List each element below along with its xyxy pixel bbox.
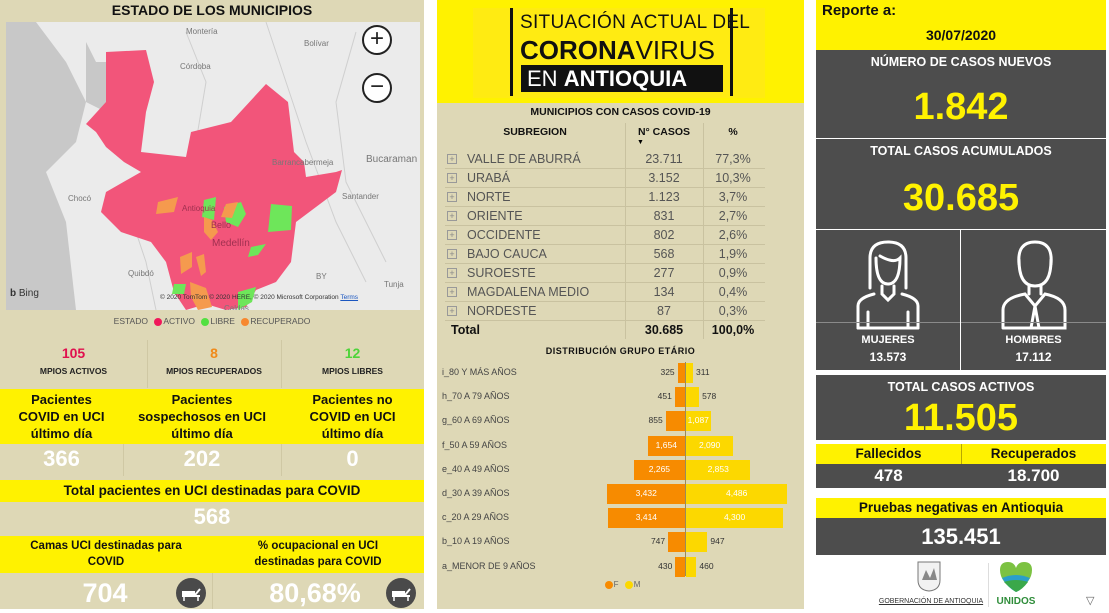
unidos-heart-icon [998,560,1034,594]
label-line: último día [171,426,233,441]
banner-corona: CORONA [520,35,636,65]
row-pct: 77,3% [715,152,751,166]
label-line: Camas UCI destinadas para [30,540,182,552]
map-label-antioquia: Antioquia [182,204,216,213]
female-bar[interactable] [666,411,685,431]
mpios-libres-card [281,340,424,388]
map-label-barrancabermeja: Barrancabermeja [272,158,334,167]
age-group-label: b_10 A 19 AÑOS [442,536,510,547]
table-total-row [445,321,765,340]
male-value: 578 [702,391,717,402]
row-cases: 568 [653,247,675,261]
col-casos[interactable]: N° CASOS [637,126,691,138]
female-value: 451 [657,391,672,402]
label-line: COVID [87,556,125,568]
pyramid-row [437,361,804,385]
copyright-text: © 2020 TomTom © 2020 HERE, © 2020 Microsoft Corporation [160,294,339,301]
female-value: 747 [650,536,666,547]
casos-activos-value: 11.505 [903,397,1019,439]
divider [212,573,213,609]
legend-libre: LIBRE [210,316,235,326]
label-line: COVID en UCI [309,409,396,424]
row-pct: 0,9% [718,266,748,280]
label-line: % ocupacional en UCI [257,540,379,552]
municipios-map[interactable] [6,22,420,310]
zoom-out-button[interactable]: − [362,73,392,103]
row-name: ORIENTE [467,209,523,223]
col-subregion[interactable]: SUBREGION [503,126,567,138]
fallecidos-value: 478 [874,466,903,485]
terms-link[interactable]: Terms [340,294,359,301]
row-cases: 23.711 [645,152,683,166]
uci-sospechosos-label [123,391,281,442]
label-line: destinadas para COVID [254,556,382,568]
banner-line3 [521,65,723,92]
mujeres-card [816,230,960,370]
mpios-libres-value: 12 [344,345,361,361]
male-value: 4,486 [726,488,748,498]
pyramid-legend [437,580,804,589]
pyramid-row [437,530,804,554]
label-line: último día [30,426,93,441]
unidos-label: UNIDOS [996,596,1036,607]
total-uci-label: Total pacientes en UCI destinadas para COVID [0,480,424,502]
row-pct: 10,3% [715,171,751,185]
antioquia-map-shape [6,22,420,310]
female-value: 1,654 [655,439,677,450]
pruebas-label: Pruebas negativas en Antioquia [858,500,1064,515]
male-value: 1,087 [687,415,709,426]
unidos-logo [992,560,1040,609]
expand-icon[interactable]: + [447,211,457,221]
expand-icon[interactable]: + [447,230,457,240]
map-label-choco: Chocó [68,194,92,203]
uci-covid-value: 366 [43,446,80,471]
row-name: BAJO CAUCA [467,247,547,261]
map-label-caldas: Caldas [224,304,249,310]
female-bar[interactable] [675,557,685,577]
age-group-label: g_60 A 69 AÑOS [442,415,510,426]
map-label-quibdo: Quibdó [128,269,154,278]
mpios-libres-label: MPIOS LIBRES [322,366,383,376]
woman-icon [854,236,922,330]
uci-no-covid-label [281,391,424,442]
row-name: URABÁ [467,171,511,185]
report-date-box [816,0,1106,50]
total-uci-value: 568 [193,504,231,529]
casos-activos-label: TOTAL CASOS ACTIVOS [887,380,1035,394]
table-row[interactable] [445,207,765,226]
camas-label [0,538,212,570]
mpios-activos-label: MPIOS ACTIVOS [39,366,108,376]
casos-nuevos-label: NÚMERO DE CASOS NUEVOS [870,55,1052,69]
female-value: 3,414 [635,512,658,523]
row-pct: 1,9% [718,247,748,261]
casos-nuevos-card [816,50,1106,138]
hombres-card [961,230,1106,370]
banner-line2 [520,35,715,66]
male-value: 311 [696,367,710,377]
table-row[interactable] [445,150,765,169]
table-row[interactable] [445,226,765,245]
banner-en: EN [527,66,564,91]
table-row[interactable] [445,245,765,264]
map-label-medellin: Medellín [212,238,250,249]
table-row[interactable] [445,302,765,321]
casos-acumulados-card [816,139,1106,229]
divider [988,563,989,607]
label-line: Pacientes [31,392,92,407]
label-line: último día [321,426,384,441]
hospital-bed-icon [386,578,416,608]
row-name: VALLE DE ABURRÁ [467,152,581,166]
pruebas-header [816,498,1106,518]
uci-covid-label [0,391,123,442]
row-cases: 134 [653,285,675,299]
expand-icon[interactable]: + [447,268,457,278]
total-label: Total [451,323,480,337]
mpios-activos-value: 105 [61,345,86,361]
table-row[interactable] [445,283,765,302]
map-label-cordoba: Córdoba [180,62,211,71]
map-label-tunja: Tunja [384,280,404,289]
map-copyright [160,294,358,301]
banner-virus: VIRUS [635,35,716,65]
map-label-monteria: Montería [186,27,218,36]
pyramid-row [437,482,804,506]
legend-activo: ACTIVO [163,316,196,326]
age-group-label: e_40 A 49 AÑOS [442,463,510,474]
age-group-label: i_80 Y MÁS AÑOS [442,367,517,377]
legend-f: F [613,580,619,589]
gobernacion-label: GOBERNACIÓN DE ANTIOQUIA [878,598,984,605]
uci-no-covid-value: 0 [346,446,359,471]
pyramid-title: DISTRIBUCIÓN GRUPO ETÁRIO [545,346,696,356]
map-label-by: BY [316,272,327,281]
row-cases: 3.152 [648,171,680,185]
fallecidos-label: Fallecidos [855,446,922,461]
legend-title: ESTADO [113,316,148,326]
mujeres-label: MUJERES [861,334,915,346]
row-cases: 277 [653,266,675,280]
legend-m: M [633,580,641,589]
male-value: 947 [710,536,725,547]
expand-icon[interactable]: + [447,173,457,183]
row-pct: 3,7% [718,190,748,204]
age-group-label: c_20 A 29 AÑOS [442,512,510,523]
fallecidos-recuperados-header [816,444,1106,464]
ocupacion-value: 80,68% [269,578,361,608]
mpios-recuperados-card [147,340,281,388]
pruebas-card [816,518,1106,555]
map-label-bolivar: Bolívar [304,39,329,48]
sort-desc-icon[interactable]: ▼ [637,139,644,146]
female-bar[interactable] [678,363,685,383]
female-value: 3,432 [635,488,657,498]
municipios-panel [0,0,424,609]
total-cases: 30.685 [644,323,684,337]
pyramid-row [437,458,804,482]
female-value: 430 [658,560,673,571]
gobernacion-logo [876,560,986,609]
male-bar[interactable] [686,557,696,577]
female-value: 2,265 [648,463,671,474]
report-label: Reporte a: [822,2,897,19]
row-cases: 1.123 [648,190,680,204]
banner-line1: SITUACIÓN ACTUAL DEL [520,12,751,33]
label-line: sospechosos en UCI [138,409,266,424]
hombres-label: HOMBRES [1005,334,1062,346]
recuperados-label: Recuperados [990,446,1077,461]
age-group-label: d_30 A 39 AÑOS [442,488,510,498]
col-pct[interactable]: % [728,126,738,138]
expand-icon[interactable]: + [447,287,457,297]
mujeres-value: 13.573 [869,350,907,364]
casos-nuevos-value: 1.842 [913,86,1009,128]
map-title: ESTADO DE LOS MUNICIPIOS [111,2,313,18]
title-banner [437,0,804,103]
zoom-in-button[interactable]: + [362,25,392,55]
label-line: COVID en UCI [18,409,105,424]
casos-acumulados-label: TOTAL CASOS ACUMULADOS [870,144,1052,158]
casos-activos-card [816,375,1106,440]
banner-line [510,8,513,96]
female-bar[interactable] [675,387,685,407]
row-pct: 0,3% [718,304,748,318]
camas-value: 704 [82,578,128,608]
expand-icon[interactable]: + [447,249,457,259]
female-value: 325 [660,367,675,377]
table-row[interactable] [445,188,765,207]
hombres-value: 17.112 [1015,350,1052,364]
table-row[interactable] [445,264,765,283]
recuperado-dot-icon [241,318,249,326]
row-name: NORDESTE [467,304,537,318]
pyramid-row [437,434,804,458]
ocupacion-label [212,538,424,570]
mpios-activos-card [0,340,147,388]
row-name: MAGDALENA MEDIO [467,285,590,299]
banner-antioquia: ANTIOQUIA [563,66,688,91]
pruebas-value: 135.451 [921,524,1001,549]
activo-dot-icon [154,318,162,326]
filter-icon[interactable]: ▽ [1086,595,1095,607]
pyramid-axis [685,362,686,576]
total-pct: 100,0% [711,323,755,337]
male-bar[interactable] [686,363,693,383]
pyramid-row [437,409,804,433]
row-name: SUROESTE [467,266,536,280]
recuperados-value: 18.700 [1007,466,1060,485]
row-pct: 2,6% [718,228,748,242]
age-group-label: a_MENOR DE 9 AÑOS [442,560,536,571]
female-value: 855 [648,415,663,426]
row-pct: 0,4% [718,285,748,299]
male-value: 4,300 [723,512,746,523]
hospital-bed-icon [176,578,206,608]
uci-sospechosos-value: 202 [183,446,221,471]
male-value: 2,090 [698,439,721,450]
map-label-santander: Santander [342,192,379,201]
pyramid-row [437,555,804,579]
casos-acumulados-value: 30.685 [902,177,1020,219]
map-label-bucaramanga: Bucaraman [366,154,418,165]
male-bar[interactable] [686,532,707,552]
bing-icon: b [10,288,17,299]
table-title: MUNICIPIOS CON CASOS COVID-19 [530,106,711,118]
expand-icon[interactable]: + [447,154,457,164]
legend-recuperado: RECUPERADO [250,316,311,326]
libre-dot-icon [201,318,209,326]
row-name: NORTE [467,190,511,204]
situacion-panel [437,0,804,609]
male-dot-icon [625,581,633,589]
female-bar[interactable] [668,532,685,552]
age-group-label: f_50 A 59 AÑOS [442,439,508,450]
divider [961,322,1106,323]
fallecidos-recuperados-values [816,464,1106,488]
mpios-recuperados-label: MPIOS RECUPERADOS [166,366,262,376]
expand-icon[interactable]: + [447,306,457,316]
label-line: Pacientes [171,392,233,407]
male-value: 460 [699,560,714,571]
table-row[interactable] [445,169,765,188]
row-cases: 831 [653,209,675,223]
female-dot-icon [605,581,613,589]
row-cases: 87 [657,304,671,318]
mpios-recuperados-value: 8 [210,345,218,361]
pyramid-row [437,506,804,530]
divider [816,322,960,323]
label-line: Pacientes no [312,392,393,407]
row-name: OCCIDENTE [467,228,541,242]
row-pct: 2,7% [718,209,748,223]
age-group-label: h_70 A 79 AÑOS [442,391,510,402]
report-date: 30/07/2020 [925,27,997,43]
pyramid-row [437,385,804,409]
coat-of-arms-icon [916,560,942,592]
man-icon [999,236,1069,330]
male-value: 2,853 [707,463,729,474]
bing-logo [10,288,39,299]
map-label-bello: Bello [211,220,232,230]
map-legend [0,316,424,326]
bing-label: Bing [18,288,39,299]
summary-panel [816,0,1106,609]
male-bar[interactable] [686,387,699,407]
row-cases: 802 [653,228,675,242]
expand-icon[interactable]: + [447,192,457,202]
